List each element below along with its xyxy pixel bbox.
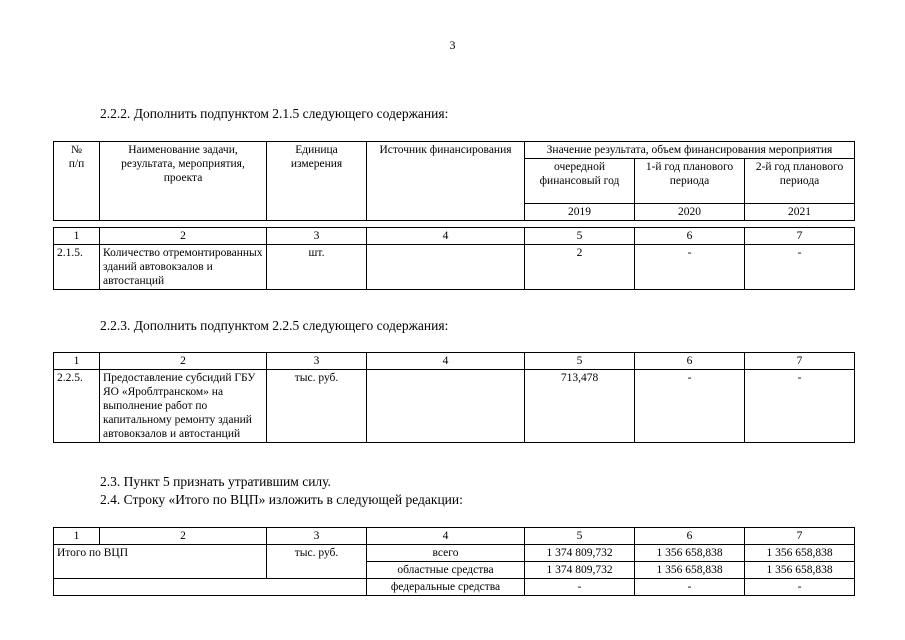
total-federal-2021: - bbox=[745, 579, 855, 596]
colnum-5: 5 bbox=[525, 353, 635, 370]
header-num: № п/п bbox=[54, 142, 100, 221]
colnum-2: 2 bbox=[100, 228, 267, 245]
row-value-2020: - bbox=[635, 370, 745, 443]
colnum-3: 3 bbox=[267, 528, 367, 545]
total-source-regional: областные средства bbox=[367, 562, 525, 579]
row-value-2020: - bbox=[635, 245, 745, 290]
row-source bbox=[367, 370, 525, 443]
header-name: Наименование задачи, результата, мероприятия, проекта bbox=[100, 142, 267, 221]
page-number: 3 bbox=[449, 38, 456, 52]
row-num: 2.2.5. bbox=[54, 370, 100, 443]
colnum-1: 1 bbox=[54, 353, 100, 370]
colnum-4: 4 bbox=[367, 528, 525, 545]
colnum-5: 5 bbox=[525, 228, 635, 245]
colnum-5: 5 bbox=[525, 528, 635, 545]
total-source-all: всего bbox=[367, 545, 525, 562]
total-regional-2021: 1 356 658,838 bbox=[745, 562, 855, 579]
colnum-1: 1 bbox=[54, 528, 100, 545]
total-federal-2020: - bbox=[635, 579, 745, 596]
colnum-6: 6 bbox=[635, 528, 745, 545]
table-total bbox=[53, 527, 855, 596]
total-all-2021: 1 356 658,838 bbox=[745, 545, 855, 562]
total-empty-cell bbox=[54, 579, 367, 596]
colnum-4: 4 bbox=[367, 353, 525, 370]
table-subpoint-2-2-5 bbox=[53, 352, 855, 443]
total-name: Итого по ВЦП bbox=[54, 545, 267, 579]
row-unit: шт. bbox=[267, 245, 367, 290]
colnum-1: 1 bbox=[54, 228, 100, 245]
header-year-2021: 2021 bbox=[745, 204, 855, 221]
colnum-7: 7 bbox=[745, 228, 855, 245]
row-value-2019: 2 bbox=[525, 245, 635, 290]
row-source bbox=[367, 245, 525, 290]
table-row bbox=[54, 545, 855, 562]
header-plan-year-2: 2-й год планового периода bbox=[745, 159, 855, 204]
row-value-2021: - bbox=[745, 370, 855, 443]
table-subpoint-2-1-5 bbox=[53, 141, 855, 290]
table-row bbox=[54, 579, 855, 596]
colnum-3: 3 bbox=[267, 353, 367, 370]
header-year-2020: 2020 bbox=[635, 204, 745, 221]
colnum-4: 4 bbox=[367, 228, 525, 245]
header-source: Источник финансирования bbox=[367, 142, 525, 221]
row-unit: тыс. руб. bbox=[267, 370, 367, 443]
total-source-federal: федеральные средства bbox=[367, 579, 525, 596]
paragraph-2-2-2: 2.2.2. Дополнить подпунктом 2.1.5 следующего содержания: bbox=[100, 106, 449, 121]
header-result: Значение результата, объем финансирования мероприятия bbox=[525, 142, 855, 159]
table-row bbox=[54, 370, 855, 443]
colnum-6: 6 bbox=[635, 228, 745, 245]
total-federal-2019: - bbox=[525, 579, 635, 596]
total-unit: тыс. руб. bbox=[267, 545, 367, 579]
colnum-2: 2 bbox=[100, 528, 267, 545]
row-num: 2.1.5. bbox=[54, 245, 100, 290]
row-value-2021: - bbox=[745, 245, 855, 290]
total-regional-2020: 1 356 658,838 bbox=[635, 562, 745, 579]
colnum-3: 3 bbox=[267, 228, 367, 245]
colnum-7: 7 bbox=[745, 353, 855, 370]
row-name: Предоставление субсидий ГБУ ЯО «Яроблтранском» на выполнение работ по капитальному ремонту зданий автовокзалов и автостанций bbox=[100, 370, 267, 443]
total-all-2019: 1 374 809,732 bbox=[525, 545, 635, 562]
colnum-7: 7 bbox=[745, 528, 855, 545]
paragraph-2-2-3: 2.2.3. Дополнить подпунктом 2.2.5 следующего содержания: bbox=[100, 318, 449, 333]
table-row bbox=[54, 245, 855, 290]
row-value-2019: 713,478 bbox=[525, 370, 635, 443]
row-name: Количество отремонтированных зданий автовокзалов и автостанций bbox=[100, 245, 267, 290]
paragraph-2-3: 2.3. Пункт 5 признать утратившим силу. bbox=[100, 474, 331, 489]
header-unit: Единица измерения bbox=[267, 142, 367, 221]
total-all-2020: 1 356 658,838 bbox=[635, 545, 745, 562]
colnum-2: 2 bbox=[100, 353, 267, 370]
total-regional-2019: 1 374 809,732 bbox=[525, 562, 635, 579]
header-next-year: очередной финансовый год bbox=[525, 159, 635, 204]
paragraph-2-4: 2.4. Строку «Итого по ВЦП» изложить в следующей редакции: bbox=[100, 492, 463, 507]
header-year-2019: 2019 bbox=[525, 204, 635, 221]
header-plan-year-1: 1-й год планового периода bbox=[635, 159, 745, 204]
colnum-6: 6 bbox=[635, 353, 745, 370]
